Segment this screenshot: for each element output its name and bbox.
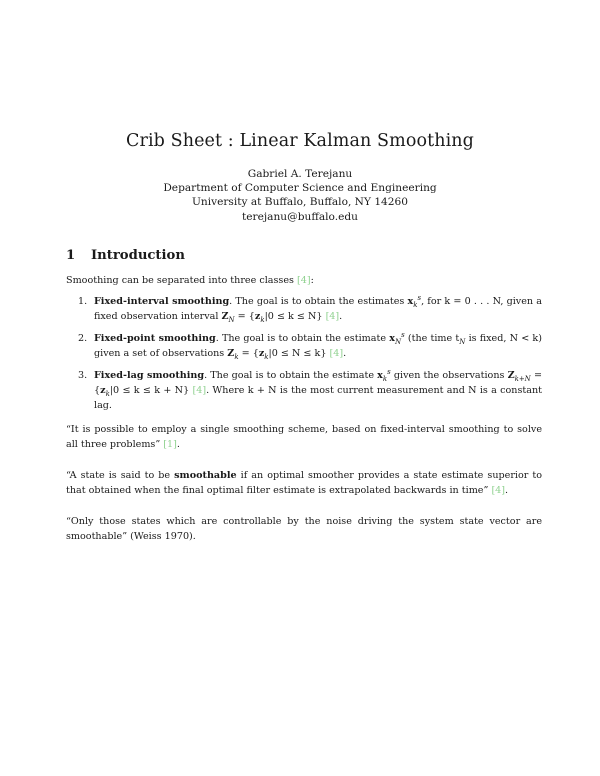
term-smoothable: smoothable [174, 470, 237, 481]
quote-paragraph: “Only those states which are controllable by the noise driving the system state vector are smoothable” (Weiss 1970). [66, 516, 542, 543]
section-heading [66, 248, 185, 263]
citation-link[interactable]: [1] [163, 439, 177, 451]
intro-paragraph: Smoothing can be separated into three classes [4]: [66, 275, 314, 286]
citation-link[interactable]: [4] [491, 485, 506, 497]
author-university: University at Buffalo, Buffalo, NY 14260 [191, 196, 409, 209]
list-marker: 3. [78, 369, 88, 381]
list-marker: 2. [78, 332, 88, 344]
quote-paragraph: “A state is said to be smoothable if an optimal smoother provides a state estimate superior to that obtained when the final optimal filter estimate is extrapolated backwards in time” [4]. [66, 470, 543, 497]
list-item-fixed-lag: 3. Fixed-lag smoothing. The goal is to obtain the estimate $x_k^s$ given the observations $Z_{k+N} = \{z_k|0 \le k \le k + N\}$ [4]. Where k + N is the most current measurement and N is a constant lag. [78, 367, 542, 412]
term-fixed-point: Fixed-point smoothing [94, 332, 216, 344]
section-number: 1 [66, 248, 76, 263]
term-fixed-lag: Fixed-lag smoothing [94, 369, 205, 381]
quote-paragraph: “It is possible to employ a single smoothing scheme, based on fixed-interval smoothing to solve all three problems” [1]. [66, 424, 542, 451]
citation-link[interactable]: [4] [329, 348, 344, 360]
list-marker: 1. [78, 296, 88, 307]
list-item-fixed-point: 2. Fixed-point smoothing. The goal is to obtain the estimate $x_N^s$ (the time $t_N$ is fixed, N < k) given a set of observations $Z_k = \{z_k|0 \le N \le k\}$ [4]. [78, 330, 542, 362]
list-item-fixed-interval: 1. Fixed-interval smoothing. The goal is to obtain the estimates $x_k^s$, for k = 0 . . . N, given a fixed observation interval $Z_N = \{z_k|0 \le k \le N\}$ [4]. [78, 293, 542, 325]
citation-link[interactable]: [4] [325, 311, 340, 323]
section-title: Introduction [91, 248, 185, 263]
paper-title: Crib Sheet : Linear Kalman Smoothing [126, 131, 474, 151]
author-email[interactable]: terejanu@buffalo.edu [242, 210, 358, 223]
author-department: Department of Computer Science and Engineering [163, 182, 437, 195]
smoothing-classes-list [66, 294, 542, 420]
author-name: Gabriel A. Terejanu [247, 168, 353, 180]
term-fixed-interval: Fixed-interval smoothing [94, 296, 230, 307]
citation-link[interactable]: [4] [297, 275, 311, 286]
citation-link[interactable]: [4] [192, 385, 207, 397]
author-block [0, 167, 600, 224]
